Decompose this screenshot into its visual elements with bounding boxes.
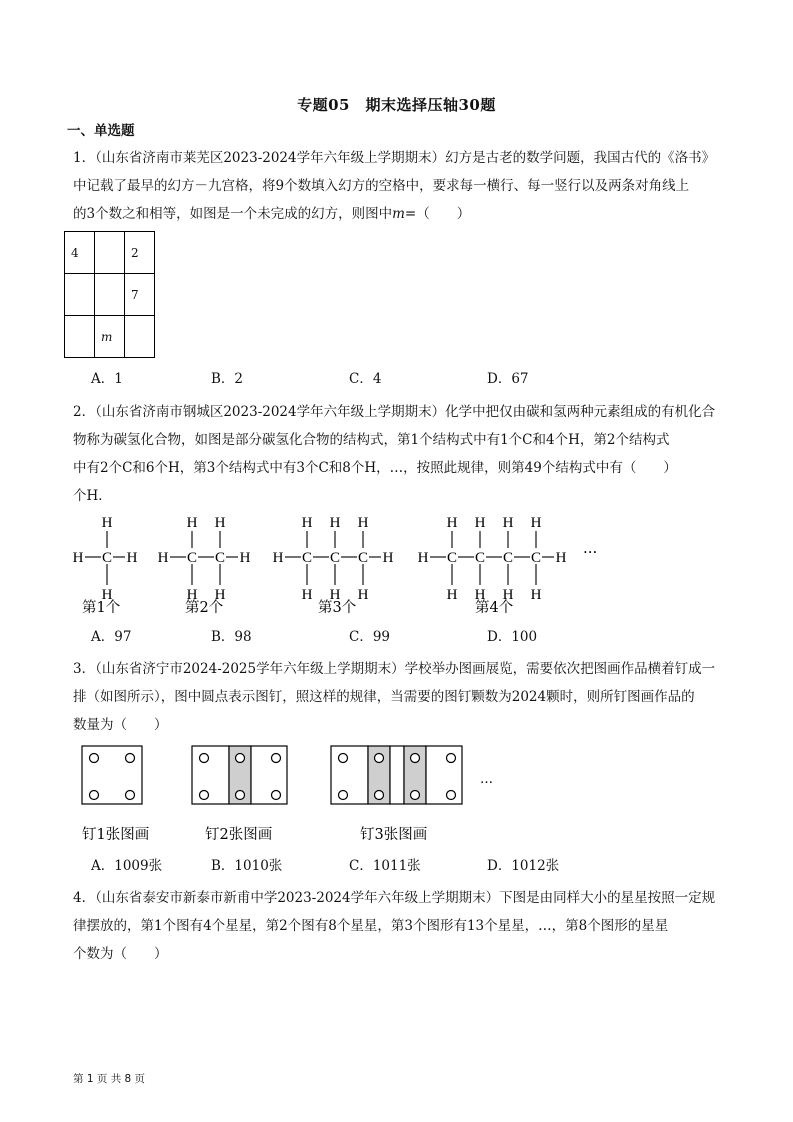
grid-cell: 4 (65, 232, 95, 274)
figure-1-picture (82, 746, 142, 804)
hydrogen-atom: H (272, 550, 284, 566)
magic-square-grid (64, 231, 155, 358)
nail-icon (126, 754, 135, 763)
hydrogen-atom: H (186, 515, 198, 531)
hydrogen-atom: H (186, 587, 198, 603)
option-a[interactable]: A．97 (91, 629, 132, 645)
question-1-text (73, 144, 723, 228)
question-line: 律摆放的，第1个图有4个星星，第2个图有8个星星，第3个图形有13个星星，…，第8个图形的星星 (73, 918, 669, 934)
grid-cell: m (95, 316, 125, 358)
caption-figure-1: 钉1张图画 (82, 827, 150, 843)
grid-cell (95, 274, 125, 316)
question-line: 排（如图所示），图中圆点表示图钉，照这样的规律，当需要的图钉颗数为2024颗时，则所钉图画作品的 (73, 689, 695, 705)
figure-ellipsis: … (480, 772, 493, 787)
hydrogen-atom: H (357, 587, 369, 603)
hydrogen-atom: H (530, 515, 542, 531)
page-title: 专题05 期末选择压轴30题 (297, 96, 496, 114)
nail-icon (236, 754, 245, 763)
question-line: 数量为（ ） (73, 717, 168, 733)
nail-icon (339, 791, 348, 800)
hydrogen-atom: H (239, 550, 251, 566)
hydrogen-atom: H (329, 515, 341, 531)
question-line: 个H． (73, 488, 112, 504)
hydrogen-atom: H (72, 550, 84, 566)
nail-icon (200, 754, 209, 763)
carbon-atom: C (530, 550, 542, 566)
nail-icon (272, 754, 281, 763)
hydrogen-atom: H (474, 587, 486, 603)
question-line: 中记载了最早的幻方－九宫格，将9个数填入幻方的空格中，要求每一横行、每一竖行以及两条对角线上 (73, 178, 690, 194)
carbon-atom: C (474, 550, 486, 566)
caption-structure-2: 第2个 (185, 600, 224, 616)
option-b[interactable]: B．98 (211, 629, 252, 645)
carbon-atom: C (186, 550, 198, 566)
question-line (73, 200, 723, 228)
nail-icon (375, 754, 384, 763)
hydrogen-atom: H (301, 587, 313, 603)
question-line: 4．（山东省泰安市新泰市新甫中学2023-2024学年六年级上学期期末）下图是由同样大小的星星按照一定规 (73, 890, 716, 906)
nail-icon (411, 754, 420, 763)
nail-icon (236, 791, 245, 800)
figure-2-pictures (192, 746, 287, 804)
hydrogen-atom: H (474, 515, 486, 531)
nail-icon (447, 791, 456, 800)
nail-icon (339, 754, 348, 763)
carbon-atom: C (502, 550, 514, 566)
hydrogen-atom: H (446, 587, 458, 603)
question-line: 3．（山东省济宁市2024-2025学年六年级上学期期末）学校举办图画展览，需要依次把图画作品横着钉成一 (73, 661, 716, 677)
nail-icon (272, 791, 281, 800)
hydrogen-atom: H (101, 515, 113, 531)
hydrocarbon-structures (0, 510, 793, 620)
carbon-atom: C (214, 550, 226, 566)
carbon-atom: C (329, 550, 341, 566)
grid-cell: 7 (125, 274, 155, 316)
section-heading: 一、单选题 (67, 123, 135, 139)
picture-nailing-figures (0, 740, 793, 850)
option-d[interactable]: D．1012张 (487, 858, 560, 874)
option-b[interactable]: B．2 (211, 371, 244, 387)
hydrogen-atom: H (301, 515, 313, 531)
option-a[interactable]: A．1009张 (91, 858, 163, 874)
carbon-atom: C (301, 550, 313, 566)
option-b[interactable]: B．1010张 (211, 858, 283, 874)
nail-icon (447, 754, 456, 763)
hydrogen-atom: H (214, 587, 226, 603)
structural-formulas (73, 515, 567, 603)
figure-3-pictures (331, 746, 462, 804)
nail-icon (90, 754, 99, 763)
question-line: 2．（山东省济南市钢城区2023-2024学年六年级上学期期末）化学中把仅由碳和氢两种元素组成的有机化合 (73, 404, 716, 420)
hydrogen-atom: H (502, 587, 514, 603)
option-c[interactable]: C．1011张 (349, 858, 421, 874)
variable-m: m (392, 206, 405, 222)
carbon-atom: C (446, 550, 458, 566)
question-2-text (73, 398, 723, 510)
chem-ellipsis: ··· (583, 543, 598, 561)
question-line: 物称为碳氢化合物，如图是部分碳氢化合物的结构式，第1个结构式中有1个C和4个H，第2个结构式 (73, 432, 670, 448)
hydrogen-atom: H (357, 515, 369, 531)
option-d[interactable]: D．100 (487, 629, 538, 645)
grid-cell (125, 316, 155, 358)
hydrogen-atom: H (530, 587, 542, 603)
question-line: 中有2个C和6个H，第3个结构式中有3个C和8个H，…，按照此规律，则第49个结构式中有（ ） (73, 460, 677, 476)
option-c[interactable]: C．99 (349, 629, 391, 645)
nail-icon (375, 791, 384, 800)
hydrogen-atom: H (555, 550, 567, 566)
nail-icon (200, 791, 209, 800)
grid-cell (95, 232, 125, 274)
carbon-atom: C (101, 550, 113, 566)
hydrogen-atom: H (101, 587, 113, 603)
nail-icon (90, 791, 99, 800)
hydrogen-atom: H (126, 550, 138, 566)
option-a[interactable]: A．1 (91, 371, 123, 387)
grid-cell (65, 316, 95, 358)
question-line: 1．（山东省济南市莱芜区2023-2024学年六年级上学期期末）幻方是古老的数学问题，我国古代的《洛书》 (73, 150, 716, 166)
caption-structure-4: 第4个 (475, 600, 514, 616)
question-line-text: 的3个数之和相等，如图是一个未完成的幻方，则图中 (73, 206, 393, 222)
nail-icon (126, 791, 135, 800)
hydrogen-atom: H (502, 515, 514, 531)
hydrogen-atom: H (382, 550, 394, 566)
hydrogen-atom: H (329, 587, 341, 603)
grid-cell (65, 274, 95, 316)
answer-bracket: （ ） (416, 206, 471, 222)
hydrogen-atom: H (417, 550, 429, 566)
option-d[interactable]: D．67 (487, 371, 529, 387)
equals-sign: = (404, 206, 417, 222)
hydrogen-atom: H (446, 515, 458, 531)
grid-cell: 2 (125, 232, 155, 274)
nail-icon (411, 791, 420, 800)
carbon-atom: C (357, 550, 369, 566)
caption-structure-3: 第3个 (318, 600, 357, 616)
page-footer: 第 1 页 共 8 页 (73, 1073, 146, 1085)
caption-figure-3: 钉3张图画 (360, 827, 428, 843)
hydrogen-atom: H (214, 515, 226, 531)
question-line: 个数为（ ） (73, 946, 168, 962)
hydrogen-atom: H (157, 550, 169, 566)
question-4-text (73, 884, 723, 968)
option-c[interactable]: C．4 (349, 371, 382, 387)
question-3-text (73, 655, 723, 739)
caption-figure-2: 钉2张图画 (205, 827, 273, 843)
caption-structure-1: 第1个 (82, 600, 121, 616)
